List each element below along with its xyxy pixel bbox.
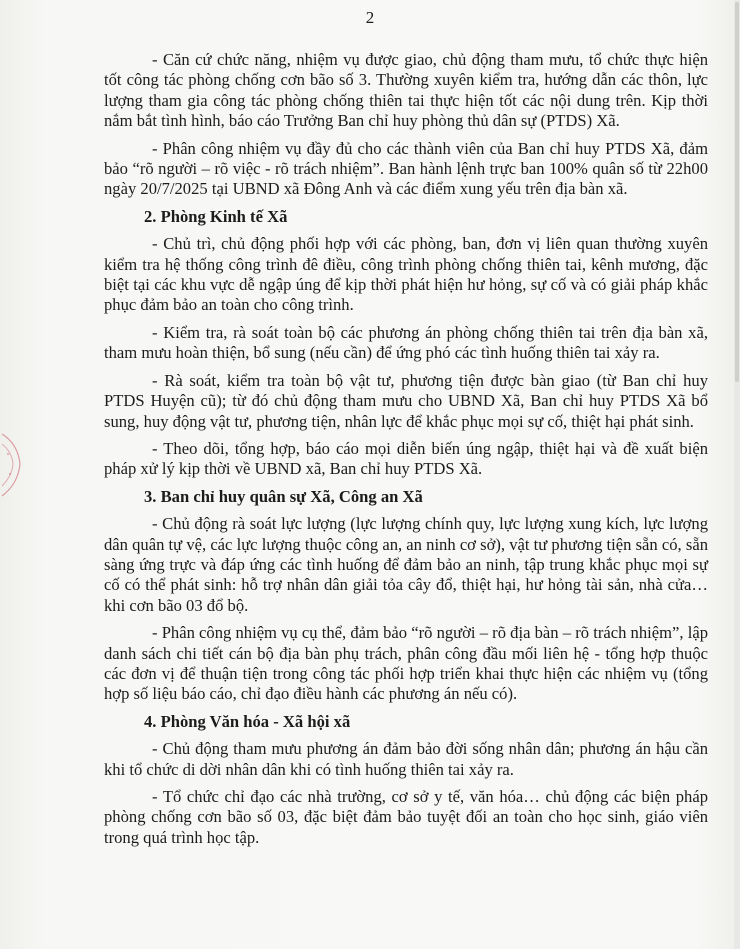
- paragraph: - Tổ chức chỉ đạo các nhà trường, cơ sở y tế, văn hóa… chủ động các biện pháp phòng chống cơn bão số 03, đặc biệt đảm bảo tuyệt đối an toàn cho học sinh, giáo viên trong quá trình học tập.: [104, 787, 708, 847]
- section-heading: 4. Phòng Văn hóa - Xã hội xã: [144, 711, 351, 731]
- section-heading: 3. Ban chỉ huy quân sự Xã, Công an Xã: [144, 486, 423, 506]
- paragraph: - Căn cứ chức năng, nhiệm vụ được giao, chủ động tham mưu, tổ chức thực hiện tốt công tác phòng chống cơn bão số 3. Thường xuyên kiểm tra, hướng dẫn các thôn, lực lượng tham gia công tác phòng chống thiên tai thực hiện tốt các nội dung trên. Kịp thời nắm bắt tình hình, báo cáo Trưởng Ban chỉ huy phòng thủ dân sự (PTDS) Xã.: [104, 50, 708, 131]
- section-heading: 2. Phòng Kinh tế Xã: [144, 206, 288, 226]
- paragraph: - Chủ động rà soát lực lượng (lực lượng chính quy, lực lượng xung kích, lực lượng dân quân tự vệ, các lực lượng thuộc công an, an ninh cơ sở), vật tư phương tiện sẵn có, sẵn sàng ứng trực và đáp ứng các tình huống để đảm bảo an ninh, tập trung khắc phục mọi sự cố có thể phát sinh: hỗ trợ nhân dân giải tỏa cây đổ, thiệt hại, hư hỏng tài sản, nhà cửa… khi cơn bão 03 đổ bộ.: [104, 514, 708, 615]
- document-body: [104, 50, 708, 855]
- paragraph: - Phân công nhiệm vụ đầy đủ cho các thành viên của Ban chỉ huy PTDS Xã, đảm bảo “rõ người – rõ việc - rõ trách nhiệm”. Ban hành lệnh trực ban 100% quân số từ 22h00 ngày 20/7/2025 tại UBND xã Đông Anh và các điểm xung yếu trên địa bàn xã.: [104, 138, 708, 199]
- paragraph: - Rà soát, kiểm tra toàn bộ vật tư, phương tiện được bàn giao (từ Ban chỉ huy PTDS Huyện cũ); từ đó chủ động tham mưu cho UBND Xã, Ban chỉ huy PTDS Xã bổ sung, huy động vật tư, phương tiện, nhân lực để khắc phục mọi sự cố, thiệt hại phát sinh.: [104, 370, 708, 431]
- paragraph: - Theo dõi, tổng hợp, báo cáo mọi diễn biến úng ngập, thiệt hại và đề xuất biện pháp xử lý kịp thời về UBND xã, Ban chỉ huy PTDS Xã.: [104, 438, 708, 479]
- vertical-scrollbar[interactable]: [734, 0, 740, 949]
- paragraph: - Kiểm tra, rà soát toàn bộ các phương án phòng chống thiên tai trên địa bàn xã, tham mưu hoàn thiện, bổ sung (nếu cần) để ứng phó các tình huống thiên tai xảy ra.: [104, 322, 708, 363]
- seal-stamp-fragment: [0, 430, 34, 500]
- paragraph: - Phân công nhiệm vụ cụ thể, đảm bảo “rõ người – rõ địa bàn – rõ trách nhiệm”, lập danh sách chi tiết cán bộ địa bàn phụ trách, phân công đầu mối liên hệ - tổng hợp thuộc các đơn vị để thuận tiện trong công tác phối hợp triển khai thực hiện các nhiệm vụ (tổng hợp số liệu báo cáo, chỉ đạo điều hành các phương án nếu có).: [104, 623, 708, 704]
- scrollbar-thumb[interactable]: [735, 2, 739, 382]
- page-number: 2: [365, 8, 375, 27]
- paragraph: - Chủ động tham mưu phương án đảm bảo đời sống nhân dân; phương án hậu cần khi tổ chức di dời nhân dân khi có tình huống thiên tai xảy ra.: [104, 739, 708, 779]
- paragraph: - Chủ trì, chủ động phối hợp với các phòng, ban, đơn vị liên quan thường xuyên kiểm tra hệ thống công trình đê điều, công trình phòng chống thiên tai, kênh mương, đặc biệt tại các khu vực dễ ngập úng để kịp thời phát hiện hư hỏng, sự cố và có giải pháp khắc phục đảm bảo an toàn cho công trình.: [104, 234, 708, 315]
